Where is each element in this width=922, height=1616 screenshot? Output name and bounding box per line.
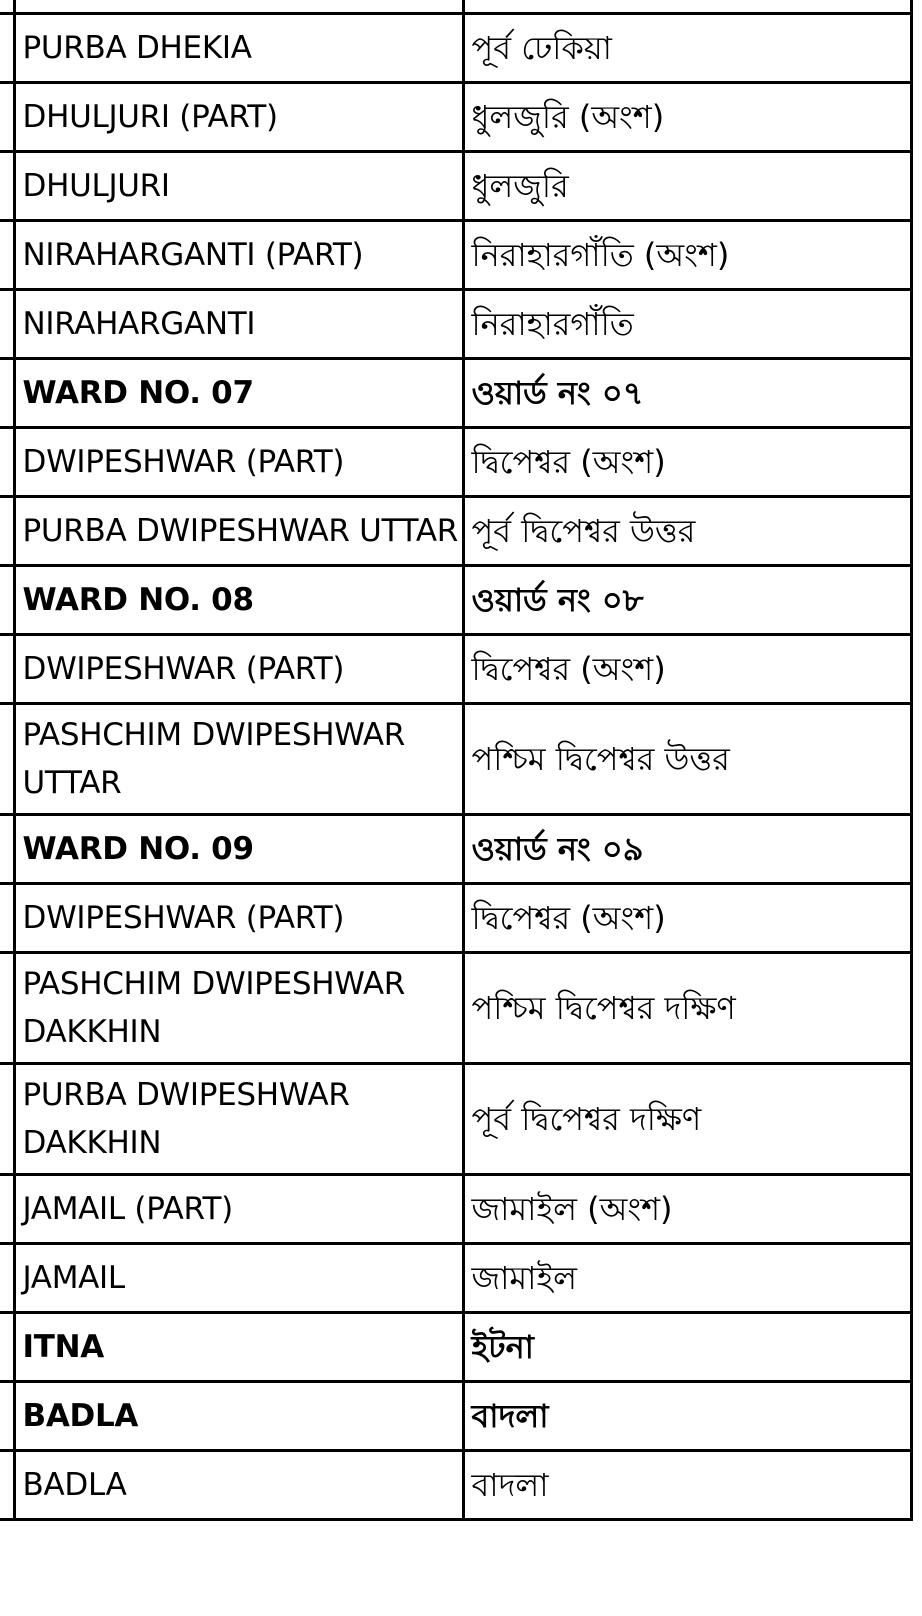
english-name-cell: JAMAIL (14, 1244, 463, 1313)
left-edge-cell (0, 953, 14, 1064)
bengali-name-cell: পশ্চিম দ্বিপেশ্বর দক্ষিণ (463, 953, 911, 1064)
left-edge-cell (0, 815, 14, 884)
table-row (0, 14, 911, 83)
english-name-cell (14, 0, 463, 14)
table-row (0, 1382, 911, 1451)
english-name-cell: DHULJURI (14, 152, 463, 221)
left-edge-cell (0, 1064, 14, 1175)
bengali-name-cell: দ্বিপেশ্বর (অংশ) (463, 635, 911, 704)
bengali-name-cell: দ্বিপেশ্বর (অংশ) (463, 428, 911, 497)
table-row (0, 704, 911, 815)
table-row (0, 635, 911, 704)
bengali-name-cell: ইটনা (463, 1313, 911, 1382)
left-edge-cell (0, 359, 14, 428)
table-row (0, 884, 911, 953)
table-row (0, 359, 911, 428)
table-row-partial (0, 0, 911, 14)
english-name-cell: JAMAIL (PART) (14, 1175, 463, 1244)
left-edge-cell (0, 1313, 14, 1382)
table-row (0, 815, 911, 884)
table-row (0, 83, 911, 152)
bengali-name-cell: ওয়ার্ড নং ০৮ (463, 566, 911, 635)
english-name-cell: DWIPESHWAR (PART) (14, 428, 463, 497)
bengali-name-cell: বাদলা (463, 1451, 911, 1520)
left-edge-cell (0, 152, 14, 221)
left-edge-cell (0, 1244, 14, 1313)
bengali-name-cell: পূর্ব দ্বিপেশ্বর দক্ষিণ (463, 1064, 911, 1175)
bengali-name-cell: জামাইল (463, 1244, 911, 1313)
table-row (0, 428, 911, 497)
bengali-name-cell (463, 0, 911, 14)
left-edge-cell (0, 704, 14, 815)
english-name-cell: BADLA (14, 1451, 463, 1520)
left-edge-cell (0, 566, 14, 635)
english-name-cell: PURBA DWIPESHWAR UTTAR (14, 497, 463, 566)
bengali-name-cell: পূর্ব দ্বিপেশ্বর উত্তর (463, 497, 911, 566)
table-row (0, 497, 911, 566)
left-edge-cell (0, 83, 14, 152)
english-name-cell: WARD NO. 07 (14, 359, 463, 428)
left-edge-cell (0, 428, 14, 497)
bengali-name-cell: ওয়ার্ড নং ০৭ (463, 359, 911, 428)
table-row (0, 1064, 911, 1175)
english-name-cell: PURBA DHEKIA (14, 14, 463, 83)
table-row (0, 1313, 911, 1382)
english-name-cell: PASHCHIM DWIPESHWAR UTTAR (14, 704, 463, 815)
english-name-cell: DWIPESHWAR (PART) (14, 635, 463, 704)
bengali-name-cell: ধুলজুরি (অংশ) (463, 83, 911, 152)
left-edge-cell (0, 1451, 14, 1520)
bengali-name-cell: ওয়ার্ড নং ০৯ (463, 815, 911, 884)
bengali-name-cell: পশ্চিম দ্বিপেশ্বর উত্তর (463, 704, 911, 815)
left-edge-cell (0, 884, 14, 953)
english-name-cell: WARD NO. 09 (14, 815, 463, 884)
table-row (0, 566, 911, 635)
left-edge-cell (0, 290, 14, 359)
left-edge-cell (0, 14, 14, 83)
table-row (0, 152, 911, 221)
table-row (0, 221, 911, 290)
bengali-name-cell: নিরাহারগাঁতি (অংশ) (463, 221, 911, 290)
english-name-cell: DHULJURI (PART) (14, 83, 463, 152)
table-row (0, 953, 911, 1064)
english-name-cell: BADLA (14, 1382, 463, 1451)
left-edge-cell (0, 221, 14, 290)
english-name-cell: ITNA (14, 1313, 463, 1382)
left-edge-cell (0, 0, 14, 14)
left-edge-cell (0, 497, 14, 566)
english-name-cell: WARD NO. 08 (14, 566, 463, 635)
table-row (0, 1244, 911, 1313)
english-name-cell: DWIPESHWAR (PART) (14, 884, 463, 953)
left-edge-cell (0, 1175, 14, 1244)
table-row (0, 1451, 911, 1520)
bengali-name-cell: পূর্ব ঢেকিয়া (463, 14, 911, 83)
english-name-cell: NIRAHARGANTI (PART) (14, 221, 463, 290)
bengali-name-cell: ধুলজুরি (463, 152, 911, 221)
bengali-name-cell: জামাইল (অংশ) (463, 1175, 911, 1244)
left-edge-cell (0, 1382, 14, 1451)
english-name-cell: PASHCHIM DWIPESHWAR DAKKHIN (14, 953, 463, 1064)
left-edge-cell (0, 635, 14, 704)
table-row (0, 290, 911, 359)
english-name-cell: PURBA DWIPESHWAR DAKKHIN (14, 1064, 463, 1175)
bengali-name-cell: বাদলা (463, 1382, 911, 1451)
english-name-cell: NIRAHARGANTI (14, 290, 463, 359)
bengali-name-cell: নিরাহারগাঁতি (463, 290, 911, 359)
bengali-name-cell: দ্বিপেশ্বর (অংশ) (463, 884, 911, 953)
table-row (0, 1175, 911, 1244)
